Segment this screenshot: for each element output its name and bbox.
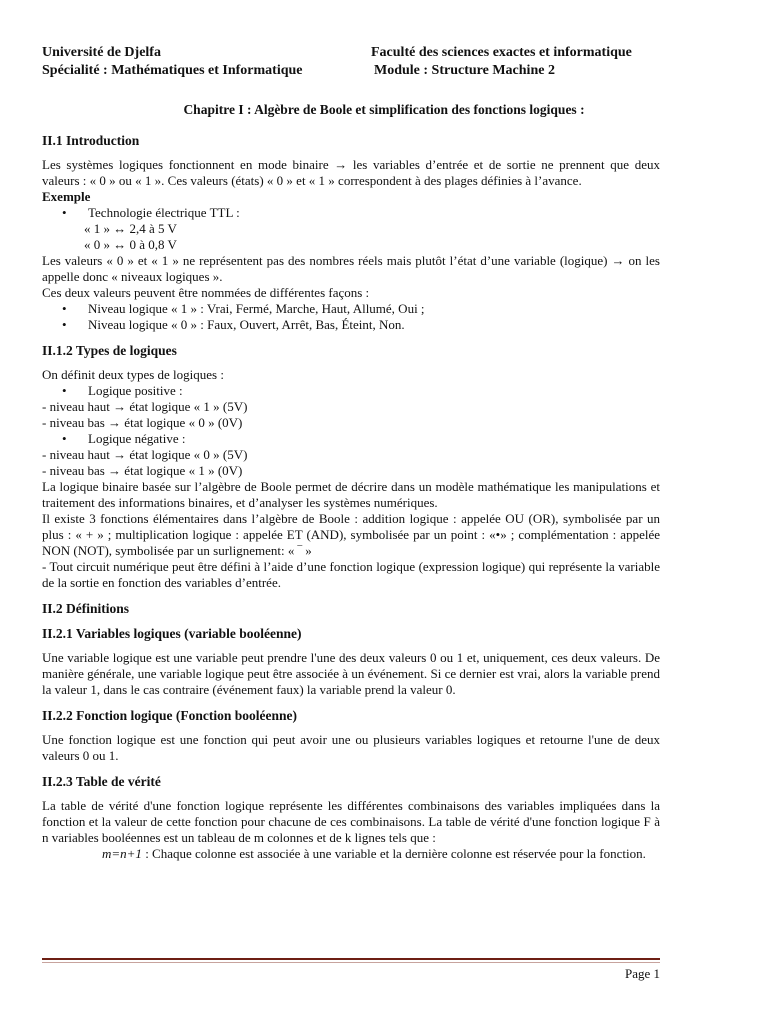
negative-low: - niveau bas → état logique « 1 » (0V) [42, 463, 243, 478]
positive-high: - niveau haut → état logique « 1 » (5V) [42, 399, 248, 414]
chapter-title: Chapitre I : Algèbre de Boole et simplification des fonctions logiques : [183, 102, 585, 117]
formula-line [42, 846, 660, 862]
circuit-paragraph: - Tout circuit numérique peut être défini à l’aide d’une fonction logique (expression logique) qui représente la variable de la sortie en fonction des variables d’entrée. [42, 559, 660, 590]
types-intro: On définit deux types de logiques : [42, 367, 224, 382]
formula-description: : Chaque colonne est associée à une variable et la dernière colonne est réservée pour la fonction. [141, 846, 646, 861]
names-intro: Ces deux valeurs peuvent être nommées de différentes façons : [42, 285, 370, 300]
bullet-level-1: • Niveau logique « 1 » : Vrai, Fermé, Marche, Haut, Allumé, Oui ; [42, 301, 660, 317]
negative-high: - niveau haut → état logique « 0 » (5V) [42, 447, 248, 462]
page-number: Page 1 [624, 966, 660, 981]
truth-table-paragraph: La table de vérité d'une fonction logique représente les différentes combinaisons des variables impliquées dans la fonction et la valeur de cette fonction pour chacune de ces combinaisons. La table de vérité d'une fonction logique F à n variables booléennes est un tableau de m colonnes et de k lignes tels que : [42, 798, 660, 845]
footer-rule [42, 958, 660, 960]
speciality: Spécialité : Mathématiques et Informatique [42, 63, 303, 78]
subsection-heading-truth-table: II.2.3 Table de vérité [42, 774, 161, 789]
positive-low: - niveau bas → état logique « 0 » (0V) [42, 415, 243, 430]
footer-rule-light [42, 962, 660, 963]
faculty-name: Faculté des sciences exactes et informatique [371, 45, 632, 60]
intro-paragraph: Les systèmes logiques fonctionnent en mode binaire → les variables d’entrée et de sortie ne prennent que deux valeurs : « 0 » ou « 1 ». Ces valeurs (états) « 0 » et « 1 » correspondent à des plages définies à l’avance. [42, 157, 660, 188]
variables-paragraph: Une variable logique est une variable peut prendre l'une des deux valeurs 0 ou 1 et, uniquement, ces deux valeurs. De manière générale, une variable logique peut être associée à un événement. Si ce dernier est vrai, alors la variable prend la valeur 1, dans le cas contraire (événement faux) la variable prend la valeur 0. [42, 650, 660, 697]
boole-paragraph: La logique binaire basée sur l’algèbre de Boole permet de décrire dans un modèle mathématique les manipulations et traitement des informations binaires, et d’analyser les systèmes numériques. [42, 479, 660, 510]
ttl-level-1: « 1 » ↔ 2,4 à 5 V [84, 221, 177, 236]
bullet-ttl: • Technologie électrique TTL : [42, 205, 660, 221]
bullet-level-0: • Niveau logique « 0 » : Faux, Ouvert, Arrêt, Bas, Éteint, Non. [42, 317, 660, 333]
section-heading-introduction: II.1 Introduction [42, 133, 140, 148]
levels-paragraph: Les valeurs « 0 » et « 1 » ne représentent pas des nombres réels mais plutôt l’état d’une variable (logique) → on les appelle donc « niveaux logiques ». [42, 253, 660, 284]
elementary-functions-paragraph: Il existe 3 fonctions élémentaires dans l’algèbre de Boole : addition logique : appelée OU (OR), symbolisée par un plus : « + » ; multiplication logique : appelée ET (AND), symbolisée par un point : «•» ; complémentation : appelée NON (NOT), symbolisée par un surlignement: « ‾ » [42, 511, 660, 558]
subsection-heading-variables: II.2.1 Variables logiques (variable booléenne) [42, 626, 302, 641]
bullet-negative-logic: • Logique négative : [42, 431, 660, 447]
bullet-positive-logic: • Logique positive : [42, 383, 660, 399]
formula: m=n+1 [102, 846, 142, 861]
section-heading-types: II.1.2 Types de logiques [42, 343, 177, 358]
university-name: Université de Djelfa [42, 45, 161, 60]
section-heading-definitions: II.2 Définitions [42, 601, 130, 616]
module-name: Module : Structure Machine 2 [374, 63, 555, 78]
example-label: Exemple [42, 189, 91, 204]
ttl-level-0: « 0 » ↔ 0 à 0,8 V [84, 237, 177, 252]
function-paragraph: Une fonction logique est une fonction qui peut avoir une ou plusieurs variables logiques et retourne l'une de deux valeurs 0 ou 1. [42, 732, 660, 763]
subsection-heading-function: II.2.2 Fonction logique (Fonction booléenne) [42, 708, 298, 723]
page-content [42, 132, 660, 862]
